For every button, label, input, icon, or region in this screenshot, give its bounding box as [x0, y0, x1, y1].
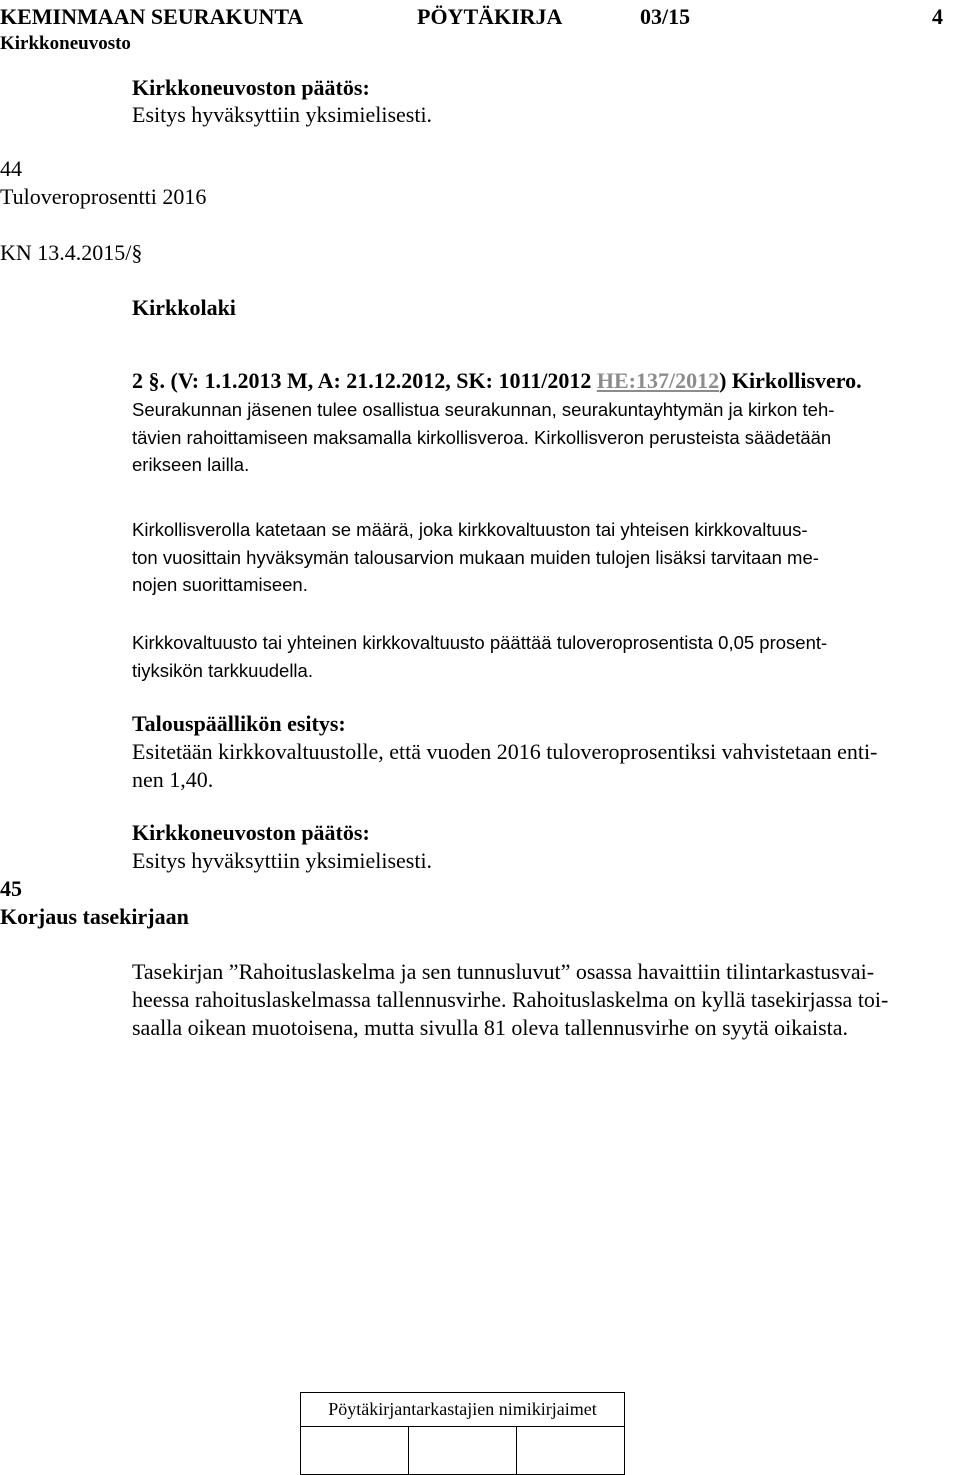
document-type: PÖYTÄKIRJA — [417, 4, 563, 29]
text-line: Kirkollisverolla katetaan se määrä, joka kirkkovaltuuston tai yhteisen kirkkovaltuus- — [132, 519, 808, 540]
item-number: 44 — [0, 156, 22, 181]
page-number: 4 — [932, 4, 943, 29]
decision-text: Esitys hyväksyttiin yksimielisesti. — [132, 848, 433, 873]
signature-cells — [301, 1427, 624, 1474]
law-paragraph-1 — [132, 396, 958, 479]
document-number: 03/15 — [640, 4, 691, 29]
text-line: Tasekirjan ”Rahoituslaskelma ja sen tunnusluvut” osassa havaittiin tilintarkastusvai- — [132, 959, 875, 984]
text-line: tiyksikön tarkkuudella. — [132, 659, 313, 681]
text-line: heessa rahoituslaskelmassa tallennusvirhe. Rahoituslaskelma on kyllä tasekirjassa toi- — [132, 987, 889, 1012]
item-body — [132, 958, 958, 1042]
law-heading: Kirkkolaki — [132, 295, 236, 320]
text-line: ton vuosittain hyväksymän talousarvion mukaan muiden tulojen lisäksi tarvitaan me- — [132, 546, 819, 568]
law-paragraph-2 — [132, 516, 958, 599]
proposal-text — [132, 738, 958, 794]
law-citation — [132, 368, 862, 394]
citation-prefix: 2 §. (V: 1.1.2013 M, A: 21.12.2012, SK: 1011/2012 — [132, 368, 597, 393]
decision-label: Kirkkoneuvoston päätös: — [132, 75, 370, 100]
item-number: 45 — [0, 876, 22, 901]
signature-cell[interactable] — [517, 1427, 624, 1474]
law-paragraph-3 — [132, 629, 958, 684]
decision-label: Kirkkoneuvoston päätös: — [132, 820, 370, 845]
decision-text: Esitys hyväksyttiin yksimielisesti. — [132, 102, 433, 127]
proposal-label: Talouspäällikön esitys: — [132, 711, 346, 736]
board-name: Kirkkoneuvosto — [0, 33, 131, 54]
text-line: nojen suorittamiseen. — [132, 574, 308, 595]
text-line: Kirkkovaltuusto tai yhteinen kirkkovaltuusto päättää tuloveroprosentista 0,05 prosent- — [132, 632, 828, 653]
signature-box — [300, 1392, 625, 1475]
signature-cell[interactable] — [409, 1427, 517, 1474]
text-line: tävien rahoittamiseen maksamalla kirkollisveroa. Kirkollisveron perusteista säädetään — [132, 426, 832, 448]
text-line: Esitetään kirkkovaltuustolle, että vuoden 2016 tuloveroprosentiksi vahvistetaan enti- — [132, 739, 878, 764]
text-line: Seurakunnan jäsenen tulee osallistua seurakunnan, seurakuntayhtymän ja kirkon teh- — [132, 399, 835, 420]
item-reference: KN 13.4.2015/§ — [0, 240, 143, 265]
text-line: erikseen lailla. — [132, 454, 250, 475]
organization-name: KEMINMAAN SEURAKUNTA — [0, 4, 304, 29]
signature-cell[interactable] — [301, 1427, 409, 1474]
citation-suffix: ) Kirkollisvero. — [719, 368, 862, 393]
text-line: saalla oikean muotoisena, mutta sivulla 81 oleva tallennusvirhe on syytä oikaista. — [132, 1015, 849, 1040]
text-line: nen 1,40. — [132, 767, 214, 792]
signature-box-title: Pöytäkirjantarkastajien nimikirjaimet — [301, 1393, 624, 1427]
item-title: Tuloveroprosentti 2016 — [0, 184, 207, 209]
item-title: Korjaus tasekirjaan — [0, 904, 189, 929]
citation-link[interactable]: HE:137/2012 — [596, 368, 720, 393]
